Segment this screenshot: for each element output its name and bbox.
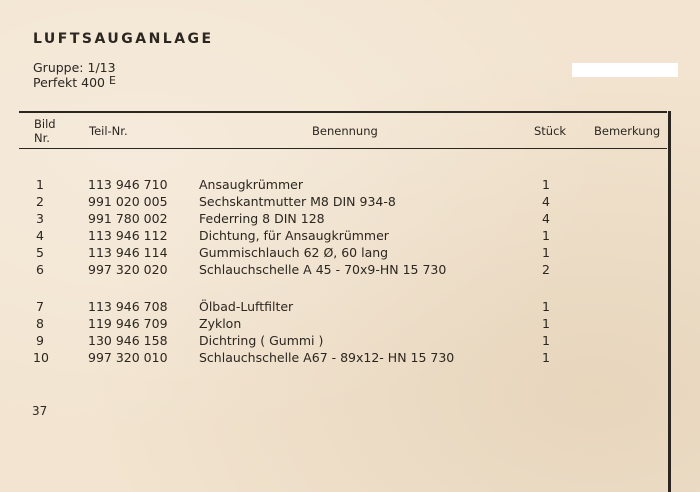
cell-stueck: 2 xyxy=(542,262,550,277)
cell-benennung: Zyklon xyxy=(199,316,242,331)
cell-stueck: 4 xyxy=(542,194,550,209)
model-suffix: E xyxy=(109,74,116,87)
cell-stueck: 4 xyxy=(542,211,550,226)
cell-stueck: 1 xyxy=(542,177,550,192)
table-row xyxy=(0,350,668,366)
cell-benennung: Ansaugkrümmer xyxy=(199,177,303,192)
cell-stueck: 1 xyxy=(542,228,550,243)
table-row xyxy=(0,299,668,315)
cell-benennung: Dichtung, für Ansaugkrümmer xyxy=(199,228,389,243)
table-row xyxy=(0,211,668,227)
cell-bild: 9 xyxy=(36,333,44,348)
cell-bild: 1 xyxy=(36,177,44,192)
cell-benennung: Federring 8 DIN 128 xyxy=(199,211,325,226)
page-title: LUFTSAUGANLAGE xyxy=(33,31,214,47)
group-line: Gruppe: 1/13 xyxy=(33,60,116,75)
cell-bild: 7 xyxy=(36,299,44,314)
cell-benennung: Ölbad-Luftfilter xyxy=(199,299,294,314)
col-header-bild: Bild xyxy=(34,117,56,131)
col-header-bild-nr: Nr. xyxy=(34,131,50,145)
page-right-rule xyxy=(668,111,671,492)
page-number: 37 xyxy=(32,404,48,418)
cell-benennung: Schlauchschelle A 45 - 70x9-HN 15 730 xyxy=(199,262,447,277)
table-row xyxy=(0,245,668,261)
table-row xyxy=(0,316,668,332)
cell-stueck: 1 xyxy=(542,299,550,314)
cell-teil-nr: 119 946 709 xyxy=(88,316,168,331)
table-top-rule xyxy=(19,111,667,113)
cell-stueck: 1 xyxy=(542,245,550,260)
cell-bild: 5 xyxy=(36,245,44,260)
cell-bild: 4 xyxy=(36,228,44,243)
cell-stueck: 1 xyxy=(542,316,550,331)
cell-benennung: Gummischlauch 62 Ø, 60 lang xyxy=(199,245,389,260)
table-row xyxy=(0,194,668,210)
cell-teil-nr: 113 946 112 xyxy=(88,228,168,243)
cell-stueck: 1 xyxy=(542,350,550,365)
cell-bild: 6 xyxy=(36,262,44,277)
cell-bild: 8 xyxy=(36,316,44,331)
cell-teil-nr: 130 946 158 xyxy=(88,333,168,348)
cell-stueck: 1 xyxy=(542,333,550,348)
cell-benennung: Schlauchschelle A67 - 89x12- HN 15 730 xyxy=(199,350,455,365)
cell-teil-nr: 997 320 020 xyxy=(88,262,168,277)
cell-bild: 3 xyxy=(36,211,44,226)
table-row xyxy=(0,262,668,278)
cell-teil-nr: 113 946 114 xyxy=(88,245,168,260)
table-row xyxy=(0,177,668,193)
table-header-rule xyxy=(19,148,667,149)
table-row xyxy=(0,228,668,244)
cell-benennung: Dichtring ( Gummi ) xyxy=(199,333,324,348)
cell-bild: 10 xyxy=(33,350,49,365)
cell-teil-nr: 113 946 710 xyxy=(88,177,168,192)
table-row xyxy=(0,333,668,349)
col-header-stueck: Stück xyxy=(534,124,567,138)
col-header-benennung: Benennung xyxy=(312,124,378,138)
cell-teil-nr: 997 320 010 xyxy=(88,350,168,365)
cell-teil-nr: 113 946 708 xyxy=(88,299,168,314)
paper-patch xyxy=(572,63,678,77)
model-name: Perfekt 400 xyxy=(33,75,105,90)
col-header-bemerkung: Bemerkung xyxy=(594,124,661,138)
model-line xyxy=(33,75,116,90)
cell-teil-nr: 991 780 002 xyxy=(88,211,168,226)
col-header-teil-nr: Teil-Nr. xyxy=(89,124,128,138)
cell-benennung: Sechskantmutter M8 DIN 934-8 xyxy=(199,194,396,209)
cell-teil-nr: 991 020 005 xyxy=(88,194,168,209)
cell-bild: 2 xyxy=(36,194,44,209)
